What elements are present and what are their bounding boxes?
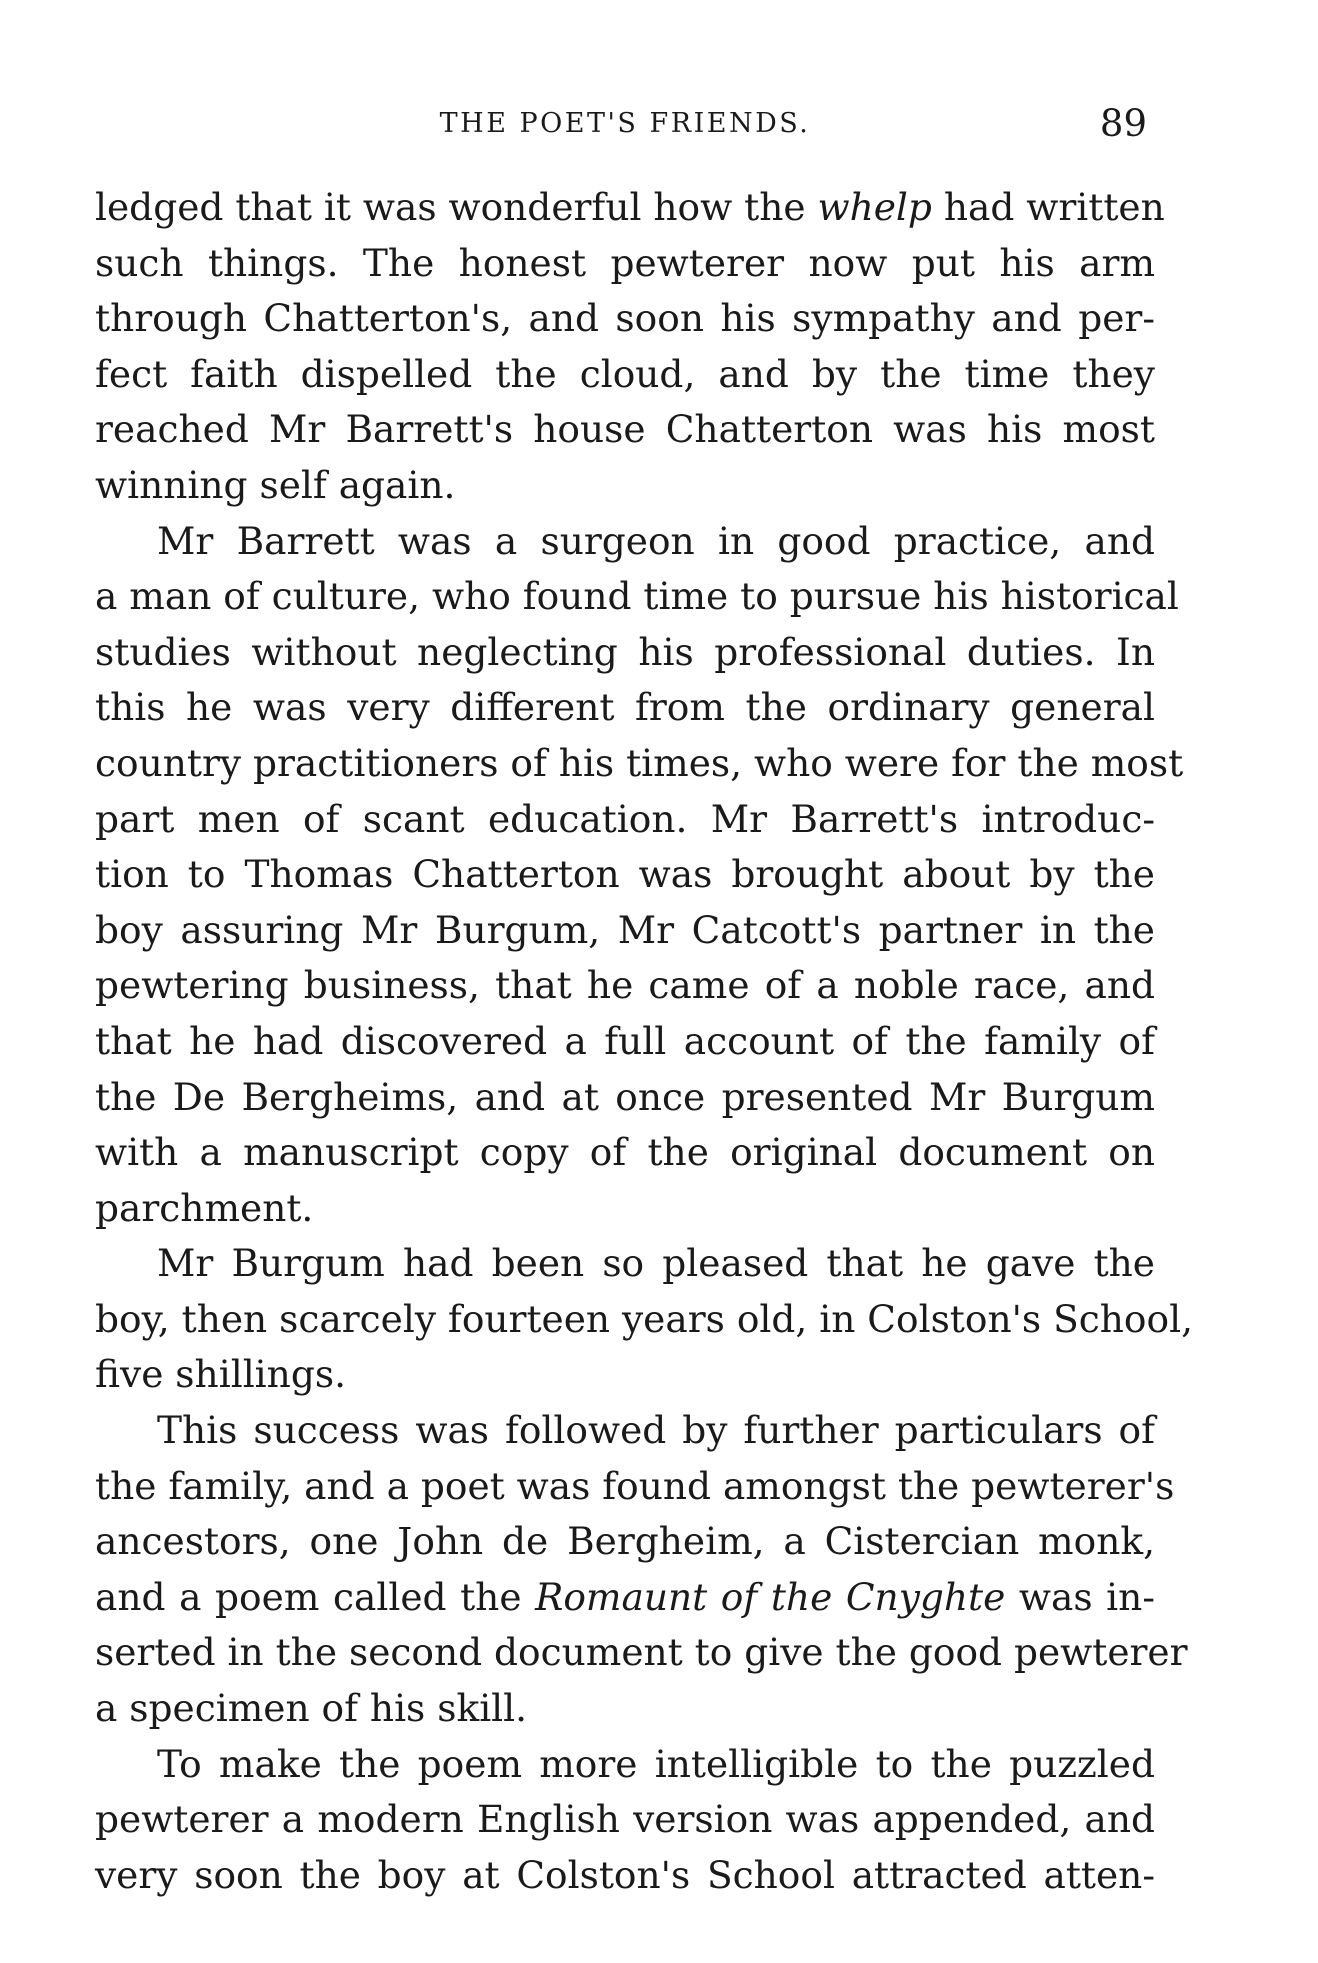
text-line: country practitioners of his times, who were for the most — [95, 740, 1184, 785]
running-title: THE POET'S FRIENDS. — [439, 108, 811, 139]
text-fragment: was in- — [1005, 1574, 1155, 1619]
text-fragment: and a poem called the — [95, 1574, 536, 1619]
text-fragment: had written — [931, 185, 1165, 229]
text-line: winning self again. — [95, 462, 456, 507]
text-line: the De Bergheims, and at once presented Mr Burgum — [95, 1074, 1155, 1119]
text-line: with a manuscript copy of the original document on — [95, 1130, 1155, 1175]
paragraph — [95, 180, 1165, 514]
text-line: fect faith dispelled the cloud, and by the time they — [95, 351, 1155, 396]
page-number: 89 — [1099, 102, 1147, 145]
text-line: To make the poem more intelligible to the puzzled — [157, 1741, 1155, 1786]
text-line — [95, 1570, 1155, 1626]
italic-title: Romaunt of the Cnyghte — [535, 1574, 1006, 1619]
text-line: part men of scant education. Mr Barrett's introduc- — [95, 796, 1155, 841]
italic-word: whelp — [817, 185, 932, 229]
text-line: five shillings. — [95, 1352, 347, 1397]
text-line: pewtering business, that he came of a noble race, and — [95, 963, 1155, 1008]
text-line: studies without neglecting his professional duties. In — [95, 629, 1155, 674]
text-line: that he had discovered a full account of the family of — [95, 1018, 1155, 1063]
text-line: through Chatterton's, and soon his sympathy and per- — [95, 296, 1155, 341]
text-line: tion to Thomas Chatterton was brought about by the — [95, 852, 1155, 897]
text-line: reached Mr Barrett's house Chatterton was his most — [95, 407, 1155, 452]
text-line: pewterer a modern English version was appended, and — [95, 1797, 1155, 1842]
text-fragment: ledged that it was wonderful how the — [95, 185, 818, 229]
text-line: very soon the boy at Colston's School attracted atten- — [95, 1852, 1155, 1897]
paragraph — [95, 1403, 1188, 1737]
text-line: boy, then scarcely fourteen years old, in Colston's School, — [95, 1296, 1193, 1341]
text-line: this he was very different from the ordinary general — [95, 685, 1155, 730]
text-line: a man of culture, who found time to pursue his historical — [95, 574, 1179, 619]
text-line: Mr Burgum had been so pleased that he gave the — [157, 1241, 1155, 1286]
text-line: serted in the second document to give the good pewterer — [95, 1630, 1188, 1675]
text-line: boy assuring Mr Burgum, Mr Catcott's partner in the — [95, 907, 1155, 952]
text-line: Mr Barrett was a surgeon in good practice, and — [157, 518, 1155, 563]
paragraph — [95, 1236, 1193, 1403]
text-line: ancestors, one John de Bergheim, a Cistercian monk, — [95, 1519, 1155, 1564]
text-line: such things. The honest pewterer now put his arm — [95, 240, 1155, 285]
text-line — [95, 180, 1165, 236]
running-head — [95, 102, 1155, 148]
text-line: the family, and a poet was found amongst the pewterer's — [95, 1463, 1175, 1508]
paragraph — [95, 514, 1184, 1237]
body-text — [95, 180, 1193, 1903]
text-line: parchment. — [95, 1185, 314, 1230]
text-line: This success was followed by further particulars of — [157, 1408, 1155, 1453]
text-line: a specimen of his skill. — [95, 1686, 528, 1731]
paragraph — [95, 1737, 1155, 1904]
